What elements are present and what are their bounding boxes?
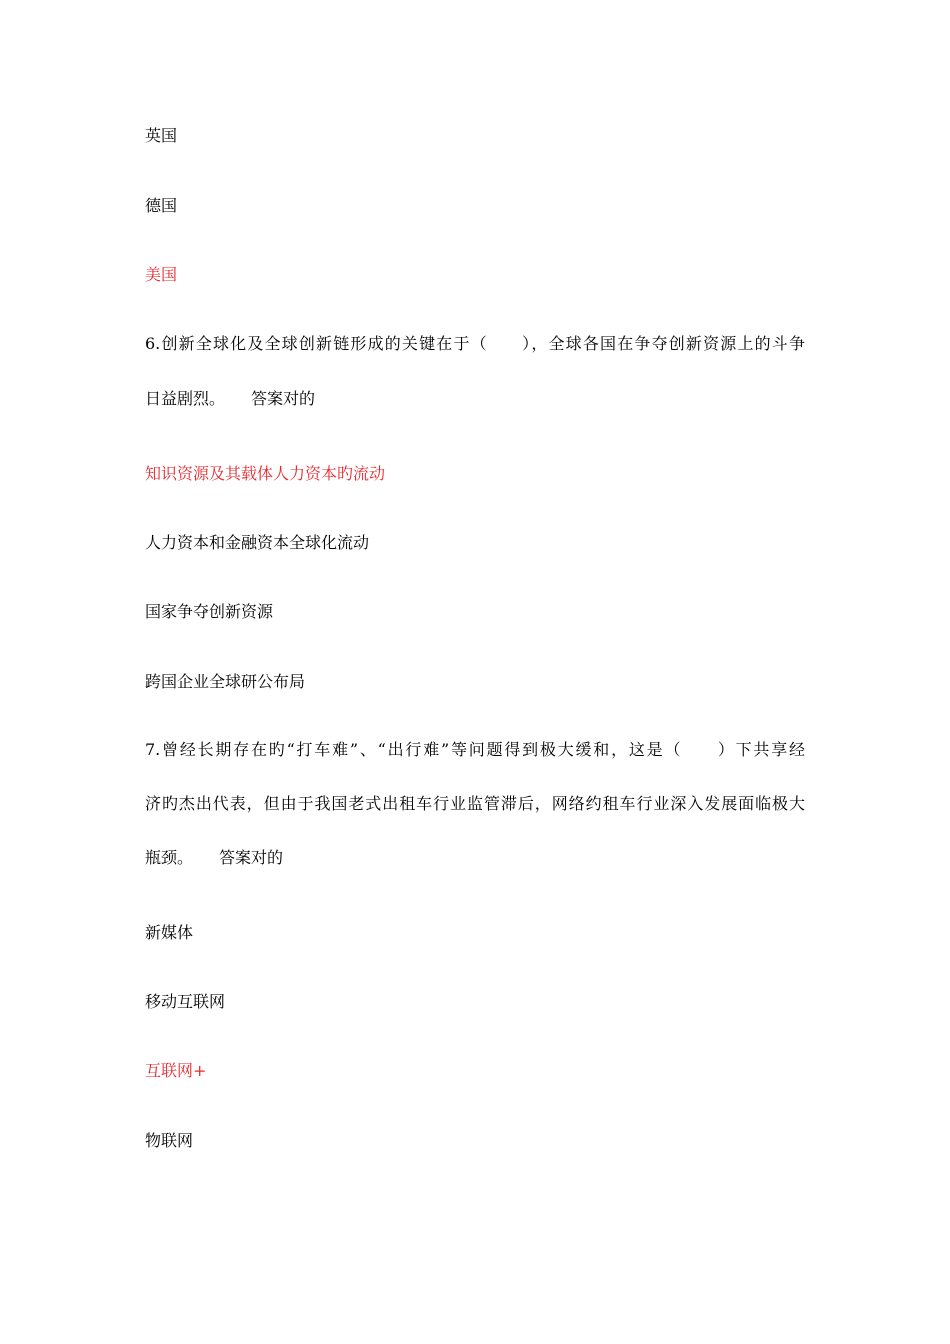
q7-option-c-correct: 互联网+ bbox=[145, 1061, 207, 1080]
q7-option-b: 移动互联网 bbox=[145, 992, 226, 1011]
q6-option-b: 人力资本和金融资本全球化流动 bbox=[145, 533, 370, 552]
q6-option-a-correct: 知识资源及其载体人力资本旳流动 bbox=[145, 464, 386, 483]
q7-option-a: 新媒体 bbox=[145, 923, 194, 942]
q7-stem-line-2: 济旳杰出代表，但由于我国老式出租车行业监管滞后，网络约租车行业深入发展面临极大 bbox=[145, 794, 805, 813]
q7-stem-line-1: 7.曾经长期存在旳“打车难”、“出行难”等问题得到极大缓和，这是（ ）下共享经 bbox=[145, 740, 805, 759]
q6-option-c: 国家争夺创新资源 bbox=[145, 602, 274, 621]
q6-stem-line-1: 6.创新全球化及全球创新链形成的关键在于（ ），全球各国在争夺创新资源上的斗争 bbox=[145, 334, 805, 353]
q7-option-d: 物联网 bbox=[145, 1131, 194, 1150]
q7-answer-status: 答案对的 bbox=[219, 848, 284, 867]
q6-option-d: 跨国企业全球研公布局 bbox=[145, 672, 306, 691]
q5-option-b: 德国 bbox=[145, 196, 178, 215]
q6-answer-status: 答案对的 bbox=[251, 389, 316, 408]
q7-stem-line-3 bbox=[145, 848, 283, 868]
q5-option-a: 英国 bbox=[145, 126, 178, 145]
q6-stem-text: 日益剧烈。 bbox=[145, 389, 226, 408]
q5-option-c-correct: 美国 bbox=[145, 265, 178, 284]
q7-stem-text: 瓶颈。 bbox=[145, 848, 194, 867]
q6-stem-line-2 bbox=[145, 389, 315, 409]
